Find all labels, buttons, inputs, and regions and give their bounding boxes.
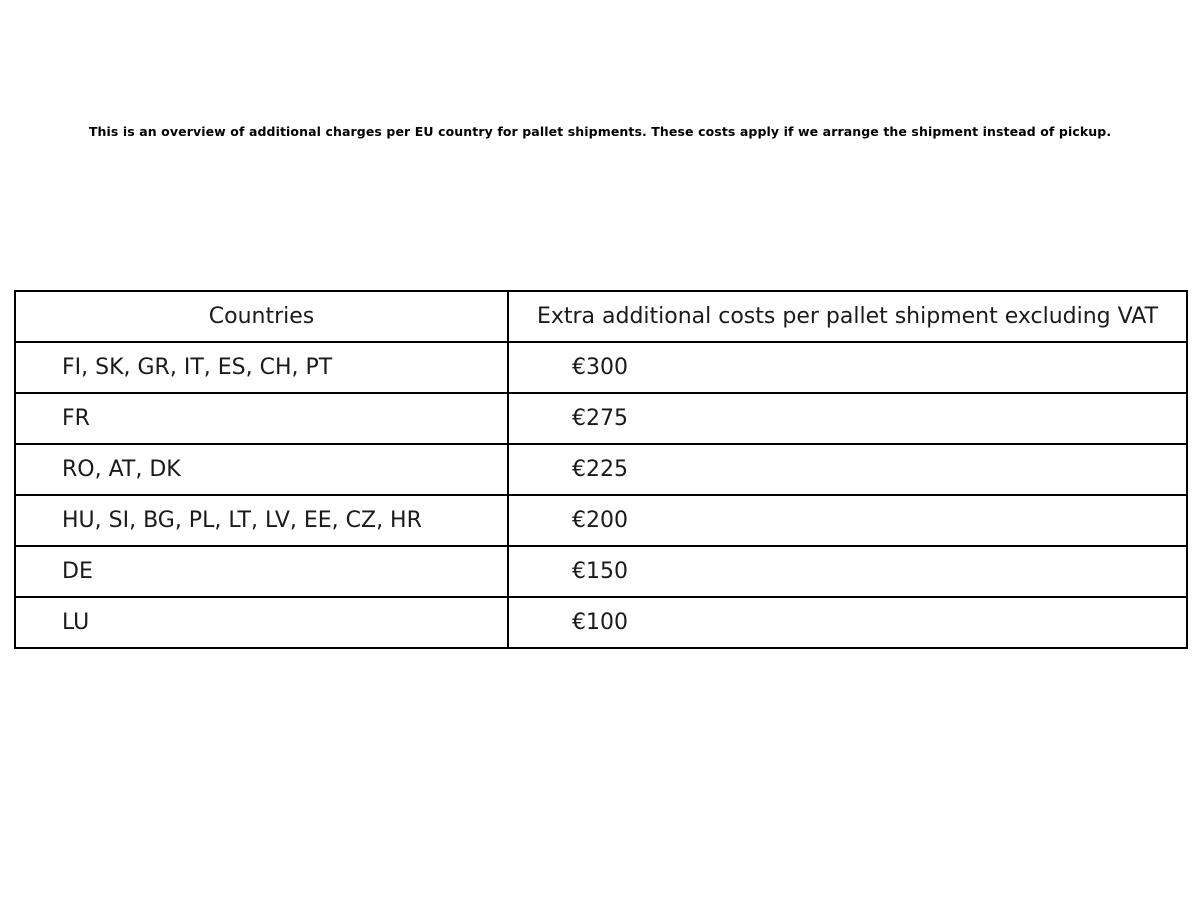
cost-cell: €275 [508,393,1187,444]
countries-cell: FR [15,393,508,444]
cost-cell: €150 [508,546,1187,597]
charges-table [14,290,1188,649]
table-row [15,342,1187,393]
cost-cell: €100 [508,597,1187,648]
column-header-cost: Extra additional costs per pallet shipment excluding VAT [508,291,1187,342]
countries-cell: LU [15,597,508,648]
cost-cell: €300 [508,342,1187,393]
table-body [15,342,1187,648]
countries-cell: DE [15,546,508,597]
header-row [15,291,1187,342]
table-row [15,597,1187,648]
table-row [15,546,1187,597]
cost-cell: €200 [508,495,1187,546]
column-header-countries: Countries [15,291,508,342]
countries-cell: HU, SI, BG, PL, LT, LV, EE, CZ, HR [15,495,508,546]
countries-cell: FI, SK, GR, IT, ES, CH, PT [15,342,508,393]
table-row [15,393,1187,444]
intro-text: This is an overview of additional charges per EU country for pallet shipments. These costs apply if we arrange the shipment instead of pickup. [88,124,1112,139]
charges-table-header [15,291,1187,342]
cost-cell: €225 [508,444,1187,495]
table-row [15,444,1187,495]
countries-cell: RO, AT, DK [15,444,508,495]
table-row [15,495,1187,546]
